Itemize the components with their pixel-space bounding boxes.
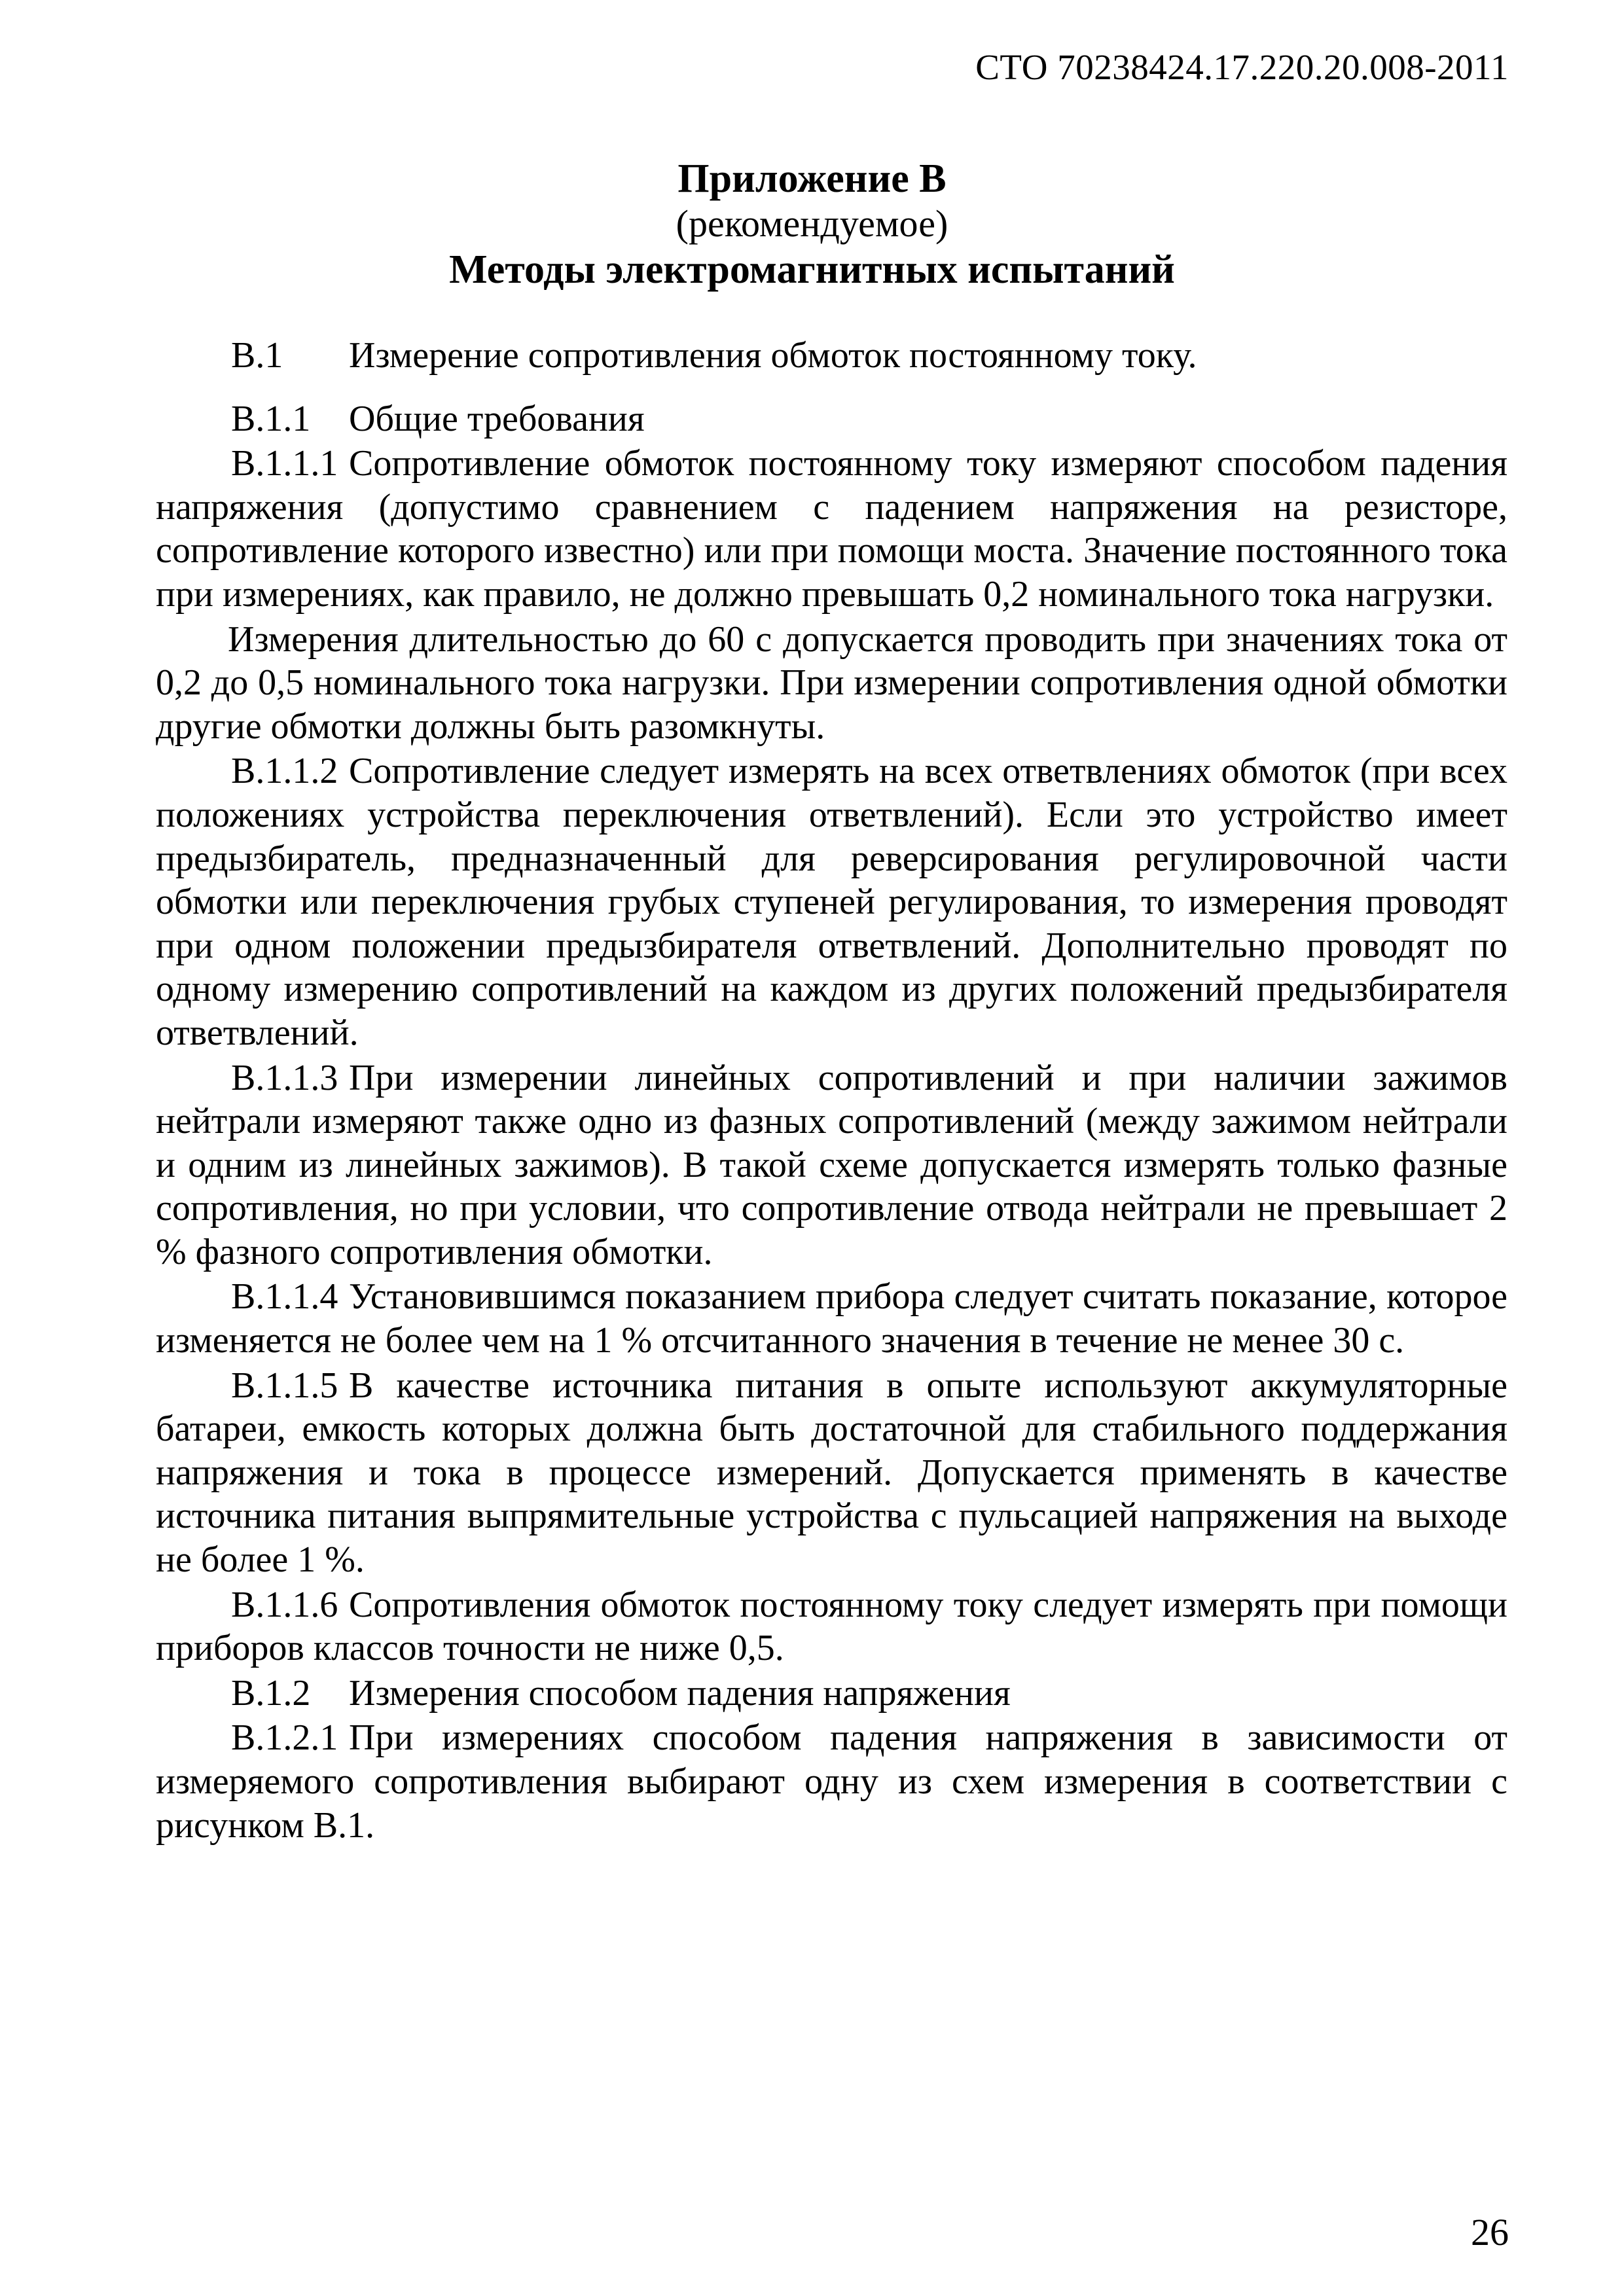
section-heading-b11: [156, 397, 1507, 441]
paragraph-number: В.1.1.3: [231, 1057, 338, 1098]
paragraph-number: В.1.2.1: [231, 1717, 338, 1759]
paragraph-text: В качестве источника питания в опыте используют аккумуляторные батареи, емкость которых должна быть достаточной для стабильного поддержания напряжения и тока в процессе измерений. Допускается применять в качестве источника питания выпрямительные устройства с пульсацией напряжения на выходе не более 1 %.: [156, 1365, 1507, 1581]
document-body: [156, 334, 1507, 1847]
document-code: СТО 70238424.17.220.20.008-2011: [975, 47, 1509, 87]
paragraph-number: В.1.1.2: [231, 751, 338, 792]
paragraph-number: В.1.1.1: [231, 443, 338, 484]
section-number: В.1: [231, 335, 283, 376]
paragraph-text: Измерения длительностью до 60 с допускается проводить при значениях тока от 0,2 до 0,5 номинального тока нагрузки. При измерении сопротивления одной обмотки другие обмотки должны быть разомкнуты.: [156, 619, 1507, 747]
paragraph-text: Сопротивления обмоток постоянному току следует измерять при помощи приборов классов точности не ниже 0,5.: [156, 1584, 1507, 1669]
section-number: В.1.2: [231, 1672, 311, 1713]
paragraph-b111-continued: [156, 618, 1507, 749]
appendix-title-block: [157, 156, 1467, 293]
paragraph-text: Установившимся показанием прибора следует считать показание, которое изменяется не более чем на 1 % отсчитанного значения в течение не менее 30 с.: [156, 1276, 1507, 1361]
appendix-title: Приложение В: [677, 156, 947, 201]
paragraph-number: В.1.1.4: [231, 1276, 338, 1318]
paragraph-number: В.1.1.5: [231, 1365, 338, 1406]
paragraph-text: При измерении линейных сопротивлений и при наличии зажимов нейтрали измеряют также одно из фазных сопротивлений (между зажимом нейтрали и одним из линейных зажимов). В такой схеме допускается измерять только фазные сопротивления, но при условии, что сопротивление отвода нейтрали не превышает 2 % фазного сопротивления обмотки.: [156, 1057, 1507, 1272]
paragraph-b116: [156, 1583, 1507, 1670]
page-number: 26: [1471, 2211, 1509, 2253]
section-heading-text: Общие требования: [349, 398, 645, 439]
section-heading-text: Измерение сопротивления обмоток постоянному току.: [349, 335, 1197, 376]
paragraph-b112: [156, 749, 1507, 1054]
appendix-status: (рекомендуемое): [676, 202, 948, 245]
appendix-section-title: Методы электромагнитных испытаний: [449, 247, 1175, 292]
paragraph-b113: [156, 1056, 1507, 1274]
paragraph-number: В.1.1.6: [231, 1584, 338, 1625]
section-heading-b1: [156, 334, 1507, 378]
paragraph-text: Сопротивление следует измерять на всех ответвлениях обмоток (при всех положениях устройства переключения ответвлений). Если это устройство имеет предызбиратель, предназначенный для реверсирования регулировочной части обмотки или переключения грубых ступеней регулирования, то измерения проводят при одном положении предызбирателя ответвлений. Дополнительно проводят по одному измерению сопротивлений на каждом из других положений предызбирателя ответвлений.: [156, 751, 1507, 1053]
paragraph-text: Сопротивление обмоток постоянному току измеряют способом падения напряжения (допустимо сравнением с падением напряжения на резисторе, сопротивление которого известно) или при помощи моста. Значение постоянного тока при измерениях, как правило, не должно превышать 0,2 номинального тока нагрузки.: [156, 443, 1507, 615]
paragraph-b121: [156, 1716, 1507, 1847]
section-heading-b12: [156, 1672, 1507, 1715]
paragraph-b115: [156, 1364, 1507, 1582]
paragraph-b114: [156, 1275, 1507, 1362]
section-number: В.1.1: [231, 398, 311, 439]
paragraph-text: При измерениях способом падения напряжения в зависимости от измеряемого сопротивления выбирают одну из схем измерения в соответствии с рисунком В.1.: [156, 1717, 1507, 1846]
paragraph-b111: [156, 442, 1507, 616]
section-heading-text: Измерения способом падения напряжения: [349, 1672, 1011, 1713]
